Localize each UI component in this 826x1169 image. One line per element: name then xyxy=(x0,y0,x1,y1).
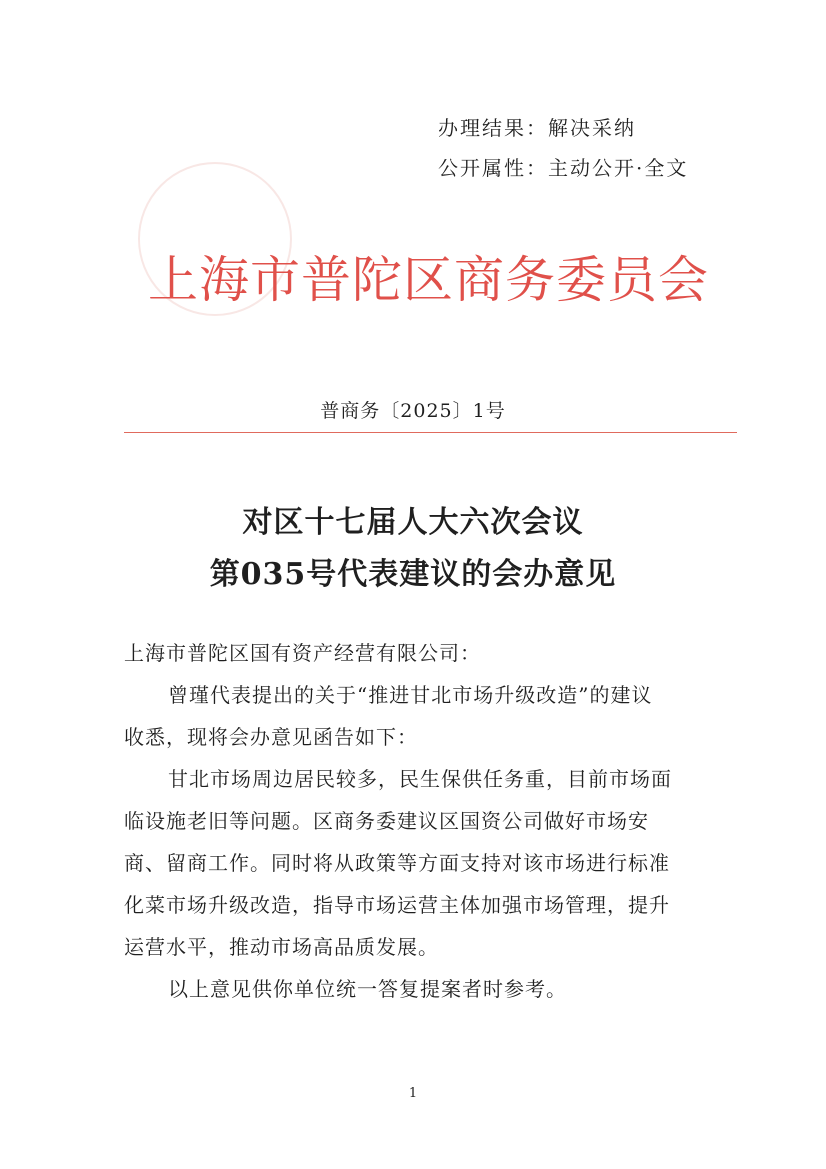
body-line: 曾瑾代表提出的关于“推进甘北市场升级改造”的建议 xyxy=(168,683,653,707)
body-line: 临设施老旧等问题。区商务委建议区国资公司做好市场安 xyxy=(124,809,649,833)
body-line: 运营水平，推动市场高品质发展。 xyxy=(124,935,439,959)
body-line: 甘北市场周边居民较多，民生保供任务重，目前市场面 xyxy=(168,767,672,791)
document-title-line-2: 第035号代表建议的会办意见 xyxy=(209,557,617,592)
page-number: 1 xyxy=(408,1086,418,1101)
body-line: 商、留商工作。同时将从政策等方面支持对该市场进行标准 xyxy=(124,851,670,875)
red-divider-line xyxy=(124,432,737,433)
addressee: 上海市普陀区国有资产经营有限公司： xyxy=(124,641,481,665)
handling-result: 办理结果：解决采纳 xyxy=(438,116,636,140)
disclosure-attribute: 公开属性：主动公开·全文 xyxy=(438,156,689,180)
document-title-line-1: 对区十七届人大六次会议 xyxy=(242,505,584,540)
document-number: 普商务〔2025〕1号 xyxy=(320,400,506,422)
organization-header: 上海市普陀区商务委员会 xyxy=(148,251,709,309)
body-line: 收悉，现将会办意见函告如下： xyxy=(124,725,418,749)
body-line: 化菜市场升级改造，指导市场运营主体加强市场管理，提升 xyxy=(124,893,670,917)
body-line: 以上意见供你单位统一答复提案者时参考。 xyxy=(168,977,567,1001)
